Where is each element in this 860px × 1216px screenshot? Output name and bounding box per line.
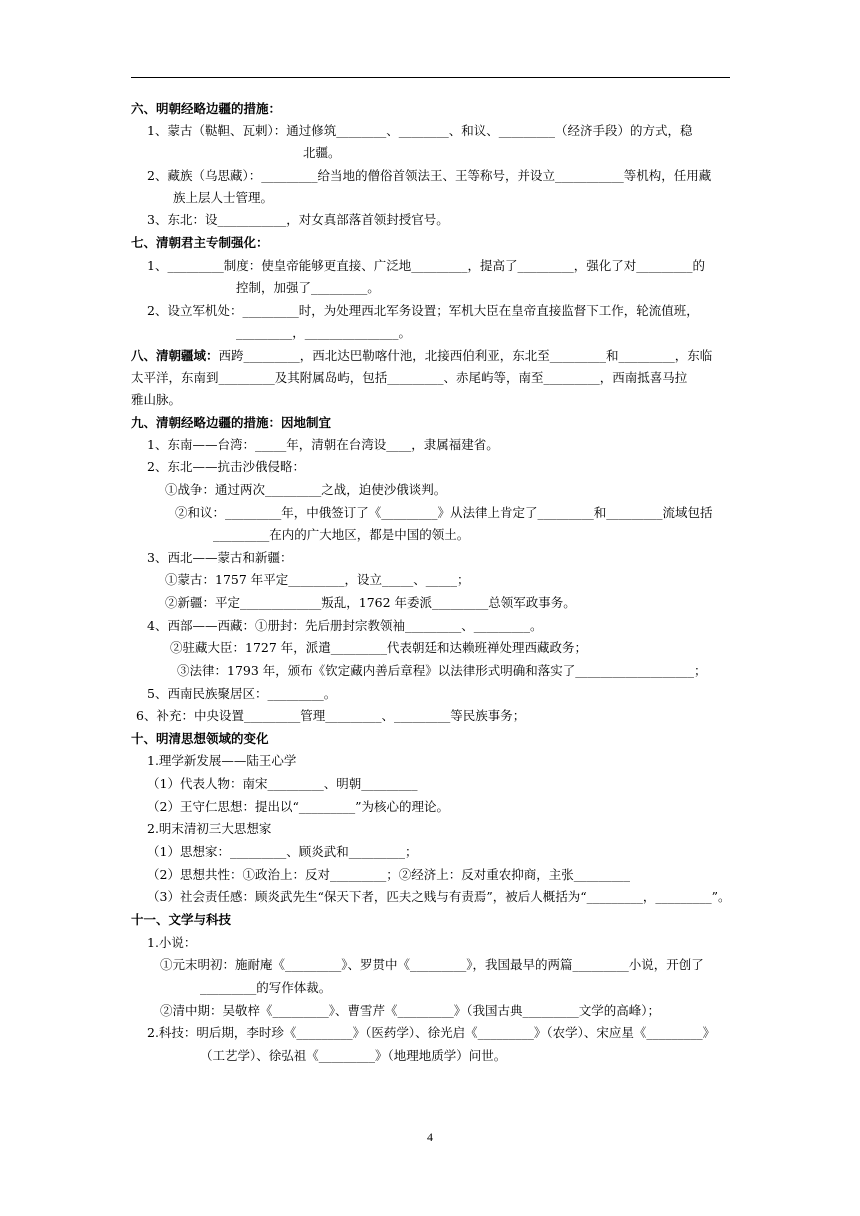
text-line: （1）思想家：_________、顾炎武和_________； — [147, 844, 418, 859]
section-heading: 八、清朝疆域：西跨_________，西北达巴勒喀什池，北接西伯利亚，东北至_________和_________，东临 — [131, 348, 713, 363]
section-heading: 六、明朝经略边疆的措施： — [131, 101, 282, 116]
text-line: 1.小说： — [147, 935, 197, 950]
text-line: 雅山脉。 — [131, 392, 182, 407]
text-line: （2）王守仁思想：提出以“_________”为核心的理论。 — [147, 799, 449, 814]
text-line: 1、东南——台湾：_____年，清朝在台湾设____，隶属福建省。 — [147, 437, 499, 452]
text-line: ①蒙古：1757 年平定_________，设立_____、_____； — [165, 572, 470, 587]
text-line: 2.科技：明后期，李时珍《_________》（医药学）、徐光启《_________》（农学）、宋应星《_________》 — [147, 1025, 716, 1040]
text-line: （工艺学）、徐弘祖《_________》（地理地质学）问世。 — [200, 1048, 507, 1063]
text-line: 族上层人士管理。 — [173, 190, 274, 205]
text-line: ③法律：1793 年，颁布《钦定藏内善后章程》以法律形式明确和落实了___________________； — [177, 663, 707, 678]
text-line: 2、藏族（乌思藏）：_________给当地的僧俗首领法王、王等称号，并设立___________等机构，任用藏 — [147, 168, 712, 183]
page-number: 4 — [427, 1130, 433, 1144]
text-line: 2、设立军机处：_________时，为处理西北军务设置；军机大臣在皇帝直接监督下工作，轮流值班， — [147, 303, 699, 318]
text-line: 2.明末清初三大思想家 — [147, 821, 272, 836]
section-heading: 九、清朝经略边疆的措施：因地制宜 — [131, 415, 332, 430]
text-line: ①战争：通过两次_________之战，迫使沙俄谈判。 — [165, 482, 447, 497]
text-line: 1、蒙古（鞑靼、瓦剌）：通过修筑________、________、和议、_________（经济手段）的方式，稳 — [147, 123, 693, 138]
text-line: ②新疆：平定_____________叛乱，1762 年委派_________总领军政事务。 — [165, 595, 576, 610]
text-line: 5、西南民族聚居区：_________。 — [147, 686, 337, 701]
text-line: 控制，加强了_________。 — [236, 280, 380, 295]
text-line: ②清中期：吴敬梓《_________》、曹雪芹《_________》（我国古典_________文学的高峰）； — [160, 1003, 661, 1018]
text-line: 太平洋，东南到_________及其附属岛屿，包括_________、赤尾屿等，南至_________，西南抵喜马拉 — [131, 370, 688, 385]
text-line: ②驻藏大臣：1727 年，派遣_________代表朝廷和达赖班禅处理西藏政务； — [170, 640, 588, 655]
text-line: （3）社会责任感：顾炎武先生“保天下者，匹夫之贱与有责焉”，被后人概括为“_________，_________”。 — [147, 889, 731, 904]
text-line: ①元末明初：施耐庵《_________》、罗贯中《_________》，我国最早的两篇_________小说，开创了 — [160, 957, 704, 972]
text-line: 3、东北：设___________，对女真部落首领封授官号。 — [147, 212, 449, 227]
text-line: _________在内的广大地区，都是中国的领土。 — [213, 527, 470, 542]
text-line: _________，_______________。 — [236, 325, 412, 340]
header-rule — [131, 77, 730, 78]
text-line: 3、西北——蒙古和新疆： — [147, 550, 293, 565]
section-heading: 十一、文学与科技 — [131, 912, 232, 927]
text-line: （2）思想共性：①政治上：反对_________；②经济上：反对重农抑商，主张_________ — [147, 867, 630, 882]
text-line: 6、补充：中央设置_________管理_________、_________等民族事务； — [136, 708, 526, 723]
section-heading: 十、明清思想领域的变化 — [131, 731, 269, 746]
section-heading: 七、清朝君主专制强化： — [131, 235, 269, 250]
text-line: （1）代表人物：南宋_________、明朝_________ — [147, 776, 418, 791]
text-line: _________的写作体裁。 — [200, 980, 332, 995]
text-line: 北疆。 — [303, 145, 341, 160]
text-line: 1.理学新发展——陆王心学 — [147, 753, 297, 768]
text-line: 1、_________制度：使皇帝能够更直接、广泛地_________，提高了_________，强化了对_________的 — [147, 258, 705, 273]
text-line: ②和议：_________年，中俄签订了《_________》从法律上肯定了_________和_________流域包括 — [175, 505, 713, 520]
text-line: 2、东北——抗击沙俄侵略： — [147, 459, 305, 474]
text-line: 4、西部——西藏：①册封：先后册封宗教领袖_________、_________。 — [147, 618, 543, 633]
